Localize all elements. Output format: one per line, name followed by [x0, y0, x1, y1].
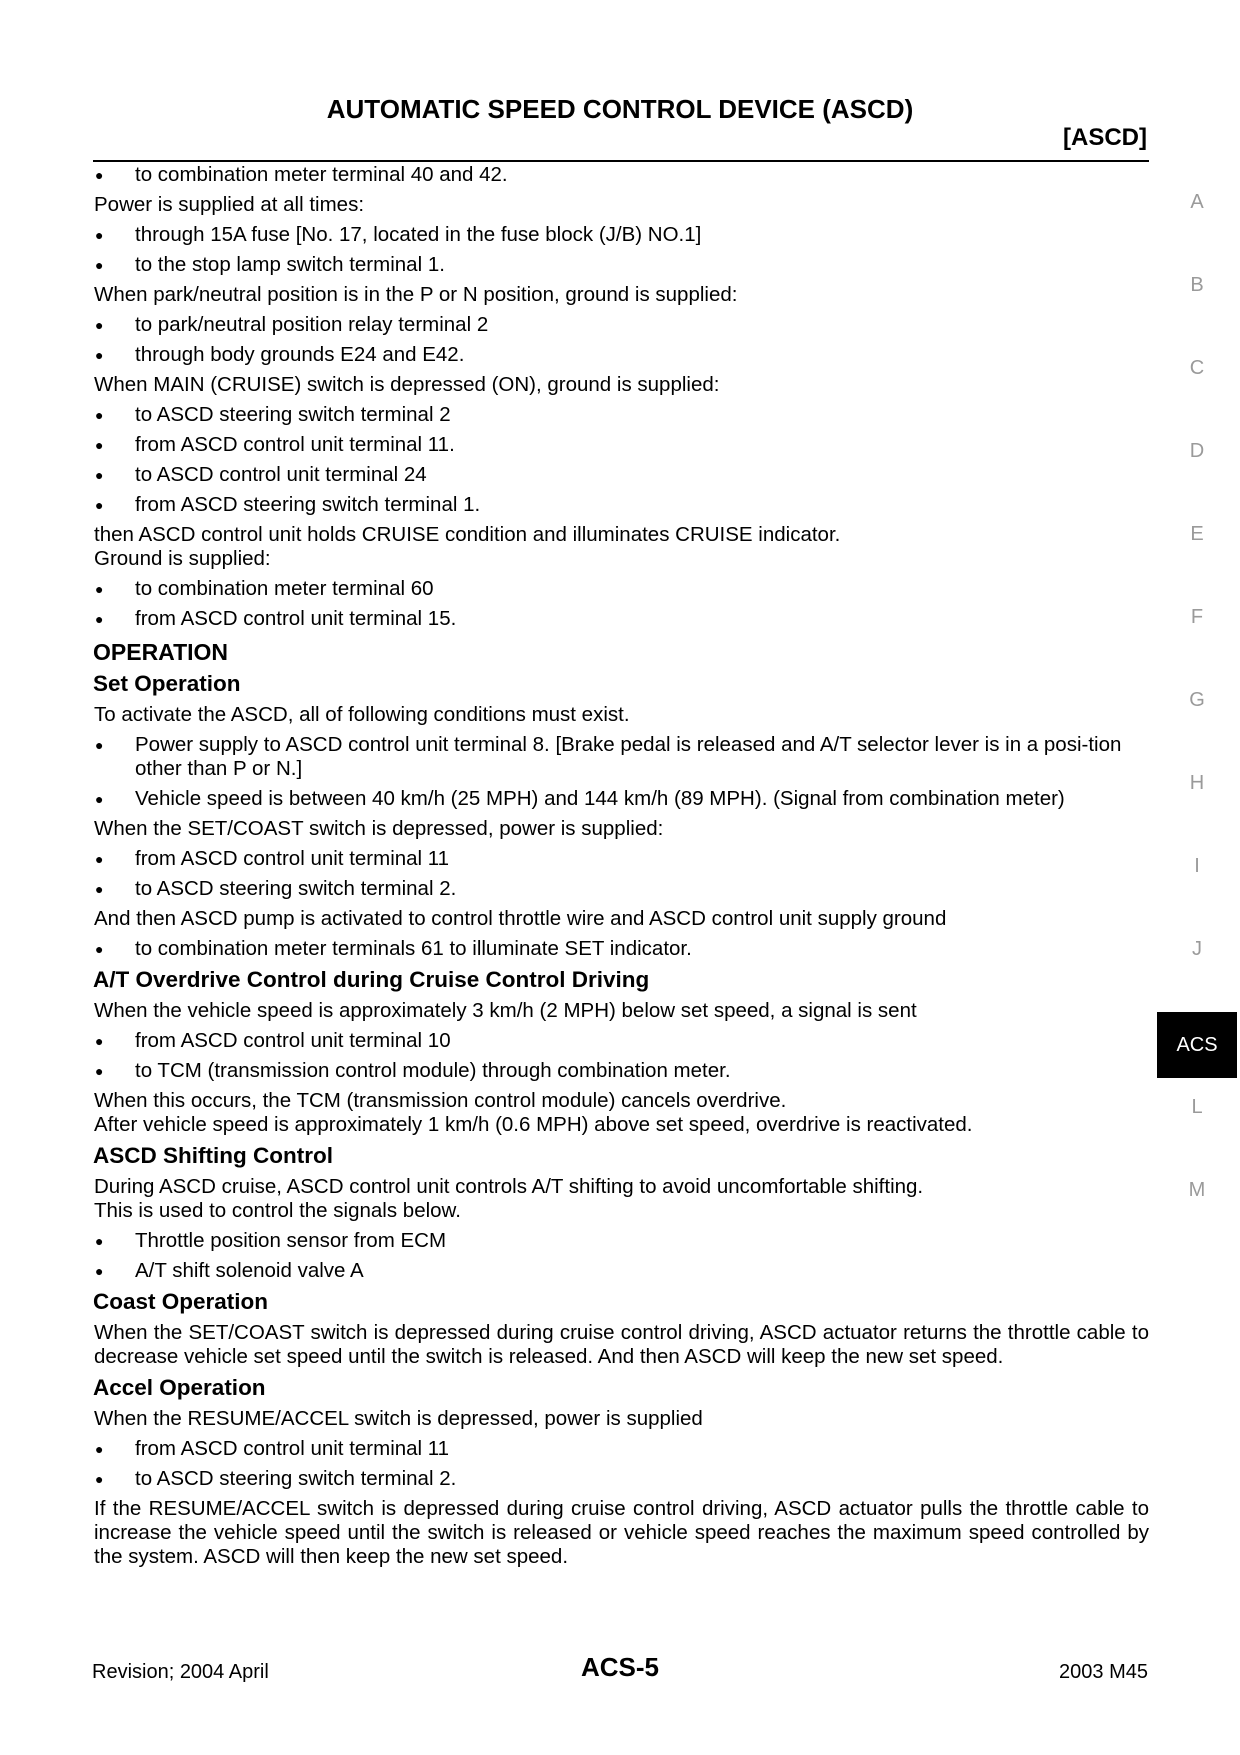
paragraph: When MAIN (CRUISE) switch is depressed (ON), ground is supplied:	[94, 373, 720, 396]
paragraph: Ground is supplied:	[94, 547, 271, 570]
side-index-letter[interactable]: D	[1189, 440, 1205, 462]
footer-model: 2003 M45	[1059, 1661, 1148, 1683]
bullet-icon: ●	[95, 167, 104, 183]
bullet-icon: ●	[95, 317, 104, 333]
paragraph: This is used to control the signals below.	[94, 1199, 461, 1222]
heading-shifting-control: ASCD Shifting Control	[93, 1143, 333, 1168]
bullet-icon: ●	[95, 851, 104, 867]
heading-coast-operation: Coast Operation	[93, 1289, 269, 1314]
heading-operation: OPERATION	[93, 639, 229, 665]
list-item: ● from ASCD control unit terminal 15.	[95, 607, 457, 630]
paragraph: When the SET/COAST switch is depressed during cruise control driving, ASCD actuator returns the throttle cable to decrease vehicle set speed until the switch is released. And then ASCD will keep the new set speed.	[94, 1321, 1149, 1368]
list-item: ● to combination meter terminal 60	[95, 577, 434, 600]
page-title: AUTOMATIC SPEED CONTROL DEVICE (ASCD)	[326, 94, 914, 124]
list-item: ● to ASCD steering switch terminal 2.	[95, 1467, 457, 1490]
bullet-icon: ●	[95, 1033, 104, 1049]
bullet-icon: ●	[95, 581, 104, 597]
list-item: ● to combination meter terminal 40 and 42.	[95, 163, 508, 186]
list-item: ● through 15A fuse [No. 17, located in the fuse block (J/B) NO.1]	[95, 223, 702, 246]
bullet-icon: ●	[95, 407, 104, 423]
list-item: ● from ASCD control unit terminal 11	[95, 847, 450, 870]
bullet-icon: ●	[95, 227, 104, 243]
heading-overdrive-control: A/T Overdrive Control during Cruise Control Driving	[93, 967, 650, 992]
bullet-icon: ●	[95, 941, 104, 957]
side-index	[1157, 190, 1237, 1261]
list-item: ● A/T shift solenoid valve A	[95, 1259, 364, 1282]
side-index-letter[interactable]: C	[1189, 357, 1205, 379]
bullet-icon: ●	[95, 1233, 104, 1249]
list-item: ● to combination meter terminals 61 to illuminate SET indicator.	[95, 937, 692, 960]
list-item: ● from ASCD control unit terminal 11.	[95, 433, 455, 456]
header-rule	[93, 160, 1149, 162]
list-item: ● from ASCD steering switch terminal 1.	[95, 493, 481, 516]
list-item: ● Power supply to ASCD control unit terminal 8. [Brake pedal is released and A/T selector lever is in a posi-tion other than P or N.]	[95, 733, 1122, 780]
bullet-icon: ●	[95, 437, 104, 453]
side-index-letter[interactable]: M	[1188, 1179, 1206, 1201]
bullet-icon: ●	[95, 881, 104, 897]
side-index-letter[interactable]: I	[1194, 855, 1200, 877]
paragraph: After vehicle speed is approximately 1 km/h (0.6 MPH) above set speed, overdrive is reactivated.	[94, 1113, 973, 1136]
list-item: ● to ASCD steering switch terminal 2	[95, 403, 451, 426]
side-index-letter[interactable]: G	[1189, 689, 1205, 711]
bullet-icon: ●	[95, 257, 104, 273]
paragraph: During ASCD cruise, ASCD control unit controls A/T shifting to avoid uncomfortable shifting.	[94, 1175, 924, 1198]
list-item: ● to ASCD control unit terminal 24	[95, 463, 427, 486]
paragraph: When the RESUME/ACCEL switch is depressed, power is supplied	[94, 1407, 703, 1430]
list-item: ● to ASCD steering switch terminal 2.	[95, 877, 457, 900]
bullet-icon: ●	[95, 467, 104, 483]
footer-revision: Revision; 2004 April	[92, 1661, 269, 1683]
list-item: ● to park/neutral position relay terminal 2	[95, 313, 489, 336]
paragraph: When the SET/COAST switch is depressed, power is supplied:	[94, 817, 664, 840]
side-index-letter[interactable]: J	[1192, 938, 1202, 960]
side-index-letter[interactable]: L	[1191, 1096, 1203, 1118]
bullet-icon: ●	[95, 791, 104, 807]
document-body	[93, 163, 1149, 1575]
paragraph: Power is supplied at all times:	[94, 193, 365, 216]
list-item: ● from ASCD control unit terminal 11	[95, 1437, 450, 1460]
list-item: ● through body grounds E24 and E42.	[95, 343, 465, 366]
section-tag: [ASCD]	[1063, 124, 1147, 151]
paragraph: When the vehicle speed is approximately 3 km/h (2 MPH) below set speed, a signal is sent	[94, 999, 917, 1022]
list-item: ● Throttle position sensor from ECM	[95, 1229, 447, 1252]
paragraph: When this occurs, the TCM (transmission control module) cancels overdrive.	[94, 1089, 787, 1112]
side-index-letter[interactable]: F	[1190, 606, 1204, 628]
bullet-icon: ●	[95, 1263, 104, 1279]
paragraph: To activate the ASCD, all of following conditions must exist.	[94, 703, 630, 726]
bullet-icon: ●	[95, 611, 104, 627]
heading-set-operation: Set Operation	[93, 671, 241, 696]
paragraph: If the RESUME/ACCEL switch is depressed during cruise control driving, ASCD actuator pulls the throttle cable to increase the vehicle speed until the switch is released or vehicle speed reaches the maximum speed controlled by the system. ASCD will then keep the new set speed.	[94, 1497, 1149, 1568]
side-index-letter[interactable]: E	[1190, 523, 1204, 545]
paragraph: When park/neutral position is in the P or N position, ground is supplied:	[94, 283, 738, 306]
bullet-icon: ●	[95, 1471, 104, 1487]
heading-accel-operation: Accel Operation	[93, 1375, 266, 1400]
list-item: ● to the stop lamp switch terminal 1.	[95, 253, 445, 276]
bullet-icon: ●	[95, 737, 104, 753]
footer-page-number: ACS-5	[580, 1652, 659, 1682]
paragraph: And then ASCD pump is activated to control throttle wire and ASCD control unit supply ground	[94, 907, 947, 930]
list-item: ● from ASCD control unit terminal 10	[95, 1029, 451, 1052]
list-item: ● to TCM (transmission control module) through combination meter.	[95, 1059, 731, 1082]
bullet-icon: ●	[95, 347, 104, 363]
bullet-icon: ●	[95, 1441, 104, 1457]
list-item: ● Vehicle speed is between 40 km/h (25 MPH) and 144 km/h (89 MPH). (Signal from combination meter)	[95, 787, 1065, 810]
side-index-letter[interactable]: B	[1190, 274, 1204, 296]
side-index-letter[interactable]: H	[1189, 772, 1205, 794]
side-index-active-tab[interactable]: ACS	[1157, 1012, 1237, 1078]
bullet-icon: ●	[95, 497, 104, 513]
bullet-icon: ●	[95, 1063, 104, 1079]
side-index-letter[interactable]: A	[1190, 191, 1204, 213]
paragraph: then ASCD control unit holds CRUISE condition and illuminates CRUISE indicator.	[94, 523, 841, 546]
